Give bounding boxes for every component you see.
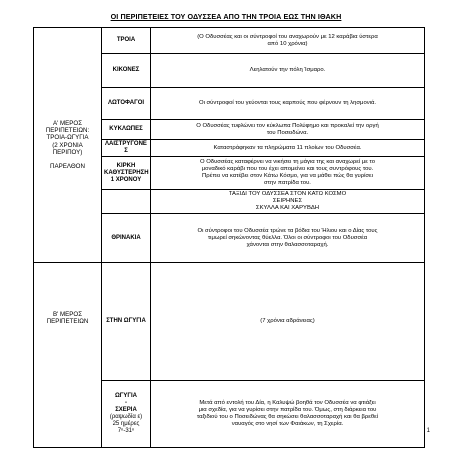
place-cell-troy: ΤΡΟΙΑ bbox=[102, 28, 151, 54]
place-cell-thrinacia: ΘΡΙΝΑΚΙΑ bbox=[102, 214, 151, 263]
description-cell: ΤΑΞΙΔΙ ΤΟΥ ΟΔΥΣΣΕΑ ΣΤΟΝ ΚΑΤΩ ΚΟΣΜΟ ΣΕΙΡΗΝΕΣ ΣΚΥΛΛΑ ΚΑΙ ΧΑΡΥΒΔΗ bbox=[151, 190, 425, 214]
description-cell: Οι σύντροφοί του γεύονται τους καρπούς που φέρνουν τη λησμονιά. bbox=[151, 88, 425, 120]
description-cell: (Ο Οδυσσέας και οι σύντροφοί του αναχωρούν με 12 καράβια ύστερα από 10 χρόνια) bbox=[151, 28, 425, 54]
place-cell-cyclopes: ΚΥΚΛΩΠΕΣ bbox=[102, 120, 151, 140]
description-cell: Οι σύντροφοι του Οδυσσέα τρώνε τα βόδια του Ήλιου και ο Δίας τους τιμωρεί σηκώνοντας θύελλα. Όλοι οι σύντροφοι του Οδυσσέα χάνονται στην θαλασσοταραχή. bbox=[151, 214, 425, 263]
part-a-line: ΠΕΡΙΠΟΥ) bbox=[52, 148, 83, 156]
place-cell-lotophagi: ΛΩΤΟΦΑΓΟΙ bbox=[102, 88, 151, 120]
part-a-line: (2 ΧΡΟΝΙΑ bbox=[52, 141, 83, 149]
table-row bbox=[34, 263, 425, 381]
part-a-line: ΤΡΟΙΑ-ΩΓΥΓΙΑ bbox=[46, 134, 89, 142]
page-number: 1 bbox=[426, 428, 430, 434]
table-row bbox=[34, 28, 425, 54]
description-cell: Λεηλατούν την πόλη Ίσμαρο. bbox=[151, 54, 425, 88]
place-cell-circe: ΚΙΡΚΗ ΚΑΘΥΣΤΕΡΗΣΗ 1 ΧΡΟΝΟΥ bbox=[102, 157, 151, 190]
description-cell: Μετά από εντολή του Δία, η Καλυψώ βοηθά τον Οδυσσέα να φτιάξει μια σχεδία, για να γυρίσει στην πατρίδα του. Όμως, στη διάρκεια του ταξιδιού του ο Ποσειδώνας θα σηκώσει θαλασσοταραχή και θα βρεθεί ναυαγός στο νησί των Φαιάκων, τη Σχερία. bbox=[151, 381, 425, 448]
place-cell-empty bbox=[102, 190, 151, 214]
part-a-line: ΠΕΡΙΠΕΤΕΙΩΝ: bbox=[45, 127, 90, 135]
description-cell: Καταστράφηκαν τα πληρώματα 11 πλοίων του Οδυσσέα. bbox=[151, 140, 425, 157]
description-cell: Ο Οδυσσέας τυφλώνει τον κύκλωπα Πολύφημο και προκαλεί την οργή του Ποσειδώνα. bbox=[151, 120, 425, 140]
place-cell-ogygia: ΣΤΗΝ ΩΓΥΓΙΑ bbox=[102, 263, 151, 381]
part-b-line: Β' ΜΕΡΟΣ bbox=[52, 311, 83, 318]
part-a-line: Α' ΜΕΡΟΣ bbox=[52, 119, 83, 127]
place-cell-ogygia-scheria: ΩΓΥΓΙΑ - ΣΧΕΡΙΑ (ραψωδία ε) 25 ημέρες 7ⁿ-31ⁿ bbox=[102, 381, 151, 448]
description-cell: (7 χρόνια αδράνειας) bbox=[151, 263, 425, 381]
part-b-line: ΠΕΡΙΠΕΤΕΙΩΝ bbox=[46, 318, 89, 326]
part-a-cell bbox=[34, 28, 102, 263]
adventures-table bbox=[33, 27, 425, 448]
place-cell-laestrygonians: ΛΑΙΣΤΡΥΓΟΝΕ Σ bbox=[102, 140, 151, 157]
description-cell: Ο Οδυσσέας καταφέρνει να νικήσει τη μάγια της και αναχωρεί με το μοναδικό καράβι που του έχει απομείνει και τους συντρόφους του. Πρέπει να κατέβει στον Κάτω Κόσμο, για να μάθει πώς θα γυρίσει στην πατρίδα του. bbox=[151, 157, 425, 190]
part-b-cell bbox=[34, 263, 102, 448]
place-cell-kikones: ΚΙΚΟΝΕΣ bbox=[102, 54, 151, 88]
part-a-subtitle: ΠΑΡΕΛΘΟΝ bbox=[50, 162, 85, 170]
page-title: ΟΙ ΠΕΡΙΠΕΤΕΙΕΣ ΤΟΥ ΟΔΥΣΣΕΑ ΑΠΟ ΤΗΝ ΤΡΟΙΑ ΕΩΣ ΤΗΝ ΙΘΑΚΗ bbox=[110, 12, 342, 21]
